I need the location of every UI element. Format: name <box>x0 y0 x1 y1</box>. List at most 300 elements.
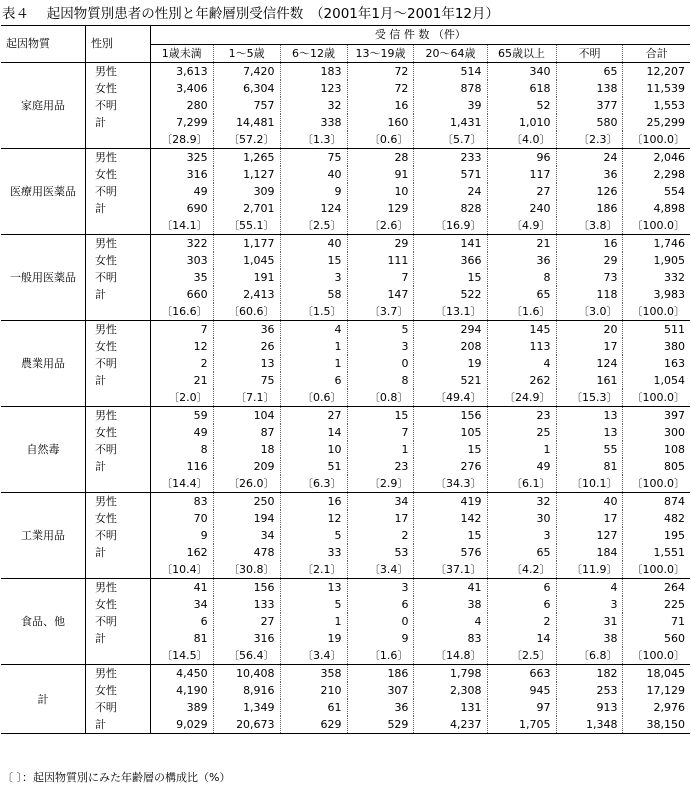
value-cell: 945 <box>487 682 556 699</box>
value-cell: 〔6.3〕 <box>280 475 347 493</box>
sex-label: 男性 <box>85 321 150 339</box>
value-cell: 1,349 <box>213 699 280 716</box>
value-cell: 32 <box>487 493 556 511</box>
value-cell: 9 <box>347 630 414 647</box>
value-cell: 576 <box>414 544 487 561</box>
value-cell: 40 <box>556 493 623 511</box>
value-cell: 264 <box>623 579 690 597</box>
table-row <box>1 613 690 630</box>
value-cell: 14 <box>280 424 347 441</box>
table-row <box>1 183 690 200</box>
sex-label: 不明 <box>85 441 150 458</box>
value-cell: 49 <box>193 426 208 439</box>
value-cell: 12 <box>280 510 347 527</box>
value-cell: 389 <box>186 701 208 714</box>
sex-label: 男性 <box>85 63 150 81</box>
value-cell: 21 <box>193 374 208 387</box>
value-cell: 1,045 <box>213 252 280 269</box>
value-cell: 113 <box>487 338 556 355</box>
value-cell: 72 <box>347 63 414 81</box>
column-header: 6～12歳 <box>280 45 347 63</box>
value-cell: 104 <box>213 407 280 425</box>
value-cell: 663 <box>487 665 556 683</box>
value-cell: 65 <box>487 544 556 561</box>
value-cell: 380 <box>623 338 690 355</box>
value-cell: 233 <box>414 149 487 167</box>
value-cell: 1,553 <box>623 97 690 114</box>
value-cell: 〔3.8〕 <box>556 217 623 235</box>
value-cell: 183 <box>280 63 347 81</box>
value-cell: 27 <box>280 407 347 425</box>
footnote: 〔 〕：起因物質別にみた年齢層の構成比（%） <box>2 771 231 784</box>
value-cell: 87 <box>213 424 280 441</box>
value-cell: 〔100.0〕 <box>623 647 690 665</box>
column-header: 不明 <box>556 45 623 63</box>
value-cell: 6 <box>347 596 414 613</box>
value-cell: 529 <box>347 716 414 734</box>
value-cell: 5 <box>347 321 414 339</box>
value-cell: 253 <box>556 682 623 699</box>
sex-label: 男性 <box>85 665 150 683</box>
table-row <box>1 355 690 372</box>
value-cell: 51 <box>280 458 347 475</box>
value-cell: 1,010 <box>487 114 556 131</box>
value-cell: 〔0.8〕 <box>347 389 414 407</box>
value-cell: 18,045 <box>623 665 690 683</box>
value-cell: 30 <box>487 510 556 527</box>
value-cell: 〔4.0〕 <box>487 131 556 149</box>
table-row <box>1 303 690 321</box>
value-cell: 358 <box>280 665 347 683</box>
sex-label: 計 <box>85 544 150 561</box>
sex-label: 女性 <box>85 510 150 527</box>
value-cell: 618 <box>487 80 556 97</box>
table-row <box>1 458 690 475</box>
value-cell: 15 <box>414 527 487 544</box>
value-cell: 2,701 <box>213 200 280 217</box>
value-cell: 14 <box>487 630 556 647</box>
table-row <box>1 647 690 665</box>
value-cell: 〔100.0〕 <box>623 561 690 579</box>
value-cell: 〔49.4〕 <box>414 389 487 407</box>
value-cell: 660 <box>186 288 208 301</box>
value-cell: 36 <box>213 321 280 339</box>
sex-label: 計 <box>85 458 150 475</box>
table-body <box>1 63 690 734</box>
value-cell: 8 <box>347 372 414 389</box>
value-cell: 12 <box>193 340 208 353</box>
header-substance: 起因物質 <box>1 26 85 63</box>
value-cell: 〔2.9〕 <box>347 475 414 493</box>
sex-label: 女性 <box>85 252 150 269</box>
value-cell: 14,481 <box>213 114 280 131</box>
table-row <box>1 527 690 544</box>
value-cell: 3 <box>280 269 347 286</box>
value-cell: 161 <box>556 372 623 389</box>
value-cell: 〔0.6〕 <box>347 131 414 149</box>
value-cell: 111 <box>347 252 414 269</box>
value-cell: 6 <box>280 372 347 389</box>
value-cell: 554 <box>623 183 690 200</box>
value-cell: 〔10.1〕 <box>556 475 623 493</box>
table-row <box>1 475 690 493</box>
value-cell: 191 <box>213 269 280 286</box>
substance-name: 一般用医薬品 <box>1 235 85 321</box>
value-cell: 〔5.7〕 <box>414 131 487 149</box>
sex-label: 男性 <box>85 579 150 597</box>
value-cell: 〔28.9〕 <box>161 133 208 146</box>
value-cell: 9,029 <box>150 716 213 734</box>
value-cell: 65 <box>487 286 556 303</box>
sex-label: 女性 <box>85 166 150 183</box>
table-row <box>1 63 690 81</box>
value-cell: 300 <box>623 424 690 441</box>
value-cell: 〔14.4〕 <box>161 477 208 490</box>
sex-label: 女性 <box>85 596 150 613</box>
table-row <box>1 579 690 597</box>
value-cell: 690 <box>186 202 208 215</box>
value-cell: 560 <box>623 630 690 647</box>
value-cell: 49 <box>193 185 208 198</box>
value-cell: 13 <box>280 579 347 597</box>
value-cell: 8,916 <box>213 682 280 699</box>
value-cell: 23 <box>487 407 556 425</box>
value-cell: 194 <box>213 510 280 527</box>
substance-name: 医療用医薬品 <box>1 149 85 235</box>
value-cell: 7 <box>347 269 414 286</box>
value-cell: 〔14.5〕 <box>161 649 208 662</box>
value-cell: 276 <box>414 458 487 475</box>
value-cell: 75 <box>213 372 280 389</box>
value-cell: 〔3.4〕 <box>347 561 414 579</box>
table-row <box>1 97 690 114</box>
table-row <box>1 235 690 253</box>
table-row <box>1 510 690 527</box>
value-cell: 419 <box>414 493 487 511</box>
value-cell: 〔1.6〕 <box>487 303 556 321</box>
column-header: 13～19歳 <box>347 45 414 63</box>
value-cell: 138 <box>556 80 623 97</box>
value-cell: 〔14.8〕 <box>414 647 487 665</box>
sex-label <box>85 647 150 665</box>
sex-label <box>85 389 150 407</box>
value-cell: 209 <box>213 458 280 475</box>
value-cell: 3,613 <box>176 65 208 78</box>
table-row <box>1 716 690 734</box>
sex-label: 不明 <box>85 527 150 544</box>
value-cell: 874 <box>623 493 690 511</box>
value-cell: 6 <box>487 596 556 613</box>
value-cell: 9 <box>280 183 347 200</box>
value-cell: 17 <box>347 510 414 527</box>
value-cell: 25 <box>487 424 556 441</box>
value-cell: 16 <box>280 493 347 511</box>
value-cell: 〔15.3〕 <box>556 389 623 407</box>
value-cell: 1,177 <box>213 235 280 253</box>
value-cell: 13 <box>213 355 280 372</box>
value-cell: 〔2.6〕 <box>347 217 414 235</box>
value-cell: 〔1.3〕 <box>280 131 347 149</box>
value-cell: 26 <box>213 338 280 355</box>
value-cell: 15 <box>414 441 487 458</box>
value-cell: 2,046 <box>623 149 690 167</box>
value-cell: 49 <box>487 458 556 475</box>
value-cell: 145 <box>487 321 556 339</box>
value-cell: 11,539 <box>623 80 690 97</box>
value-cell: 36 <box>487 252 556 269</box>
sex-label: 男性 <box>85 407 150 425</box>
value-cell: 18 <box>213 441 280 458</box>
substance-name: 食品、他 <box>1 579 85 665</box>
data-table <box>1 25 690 734</box>
value-cell: 20 <box>556 321 623 339</box>
column-header: 1歳未満 <box>150 45 213 63</box>
value-cell: 〔6.8〕 <box>556 647 623 665</box>
value-cell: 31 <box>556 613 623 630</box>
value-cell: 1,905 <box>623 252 690 269</box>
value-cell: 〔24.9〕 <box>487 389 556 407</box>
table-row <box>1 372 690 389</box>
table-row <box>1 114 690 131</box>
value-cell: 27 <box>213 613 280 630</box>
value-cell: 1,705 <box>487 716 556 734</box>
value-cell: 4,898 <box>623 200 690 217</box>
value-cell: 〔100.0〕 <box>623 217 690 235</box>
value-cell: 6 <box>487 579 556 597</box>
table-row <box>1 493 690 511</box>
sex-label: 女性 <box>85 424 150 441</box>
sex-label: 男性 <box>85 235 150 253</box>
value-cell: 338 <box>280 114 347 131</box>
value-cell: 2 <box>487 613 556 630</box>
value-cell: 13 <box>556 407 623 425</box>
value-cell: 1 <box>347 441 414 458</box>
value-cell: 0 <box>347 613 414 630</box>
value-cell: 17 <box>556 510 623 527</box>
value-cell: 〔2.1〕 <box>280 561 347 579</box>
value-cell: 1 <box>487 441 556 458</box>
value-cell: 〔3.4〕 <box>280 647 347 665</box>
value-cell: 163 <box>623 355 690 372</box>
value-cell: 12,207 <box>623 63 690 81</box>
value-cell: 36 <box>347 699 414 716</box>
value-cell: 8 <box>487 269 556 286</box>
value-cell: 16 <box>347 97 414 114</box>
sex-label: 計 <box>85 286 150 303</box>
value-cell: 15 <box>280 252 347 269</box>
sex-label <box>85 303 150 321</box>
value-cell: 1,551 <box>623 544 690 561</box>
header-sex: 性別 <box>85 26 150 63</box>
value-cell: 116 <box>186 460 208 473</box>
sex-label <box>85 561 150 579</box>
value-cell: 〔1.6〕 <box>347 647 414 665</box>
value-cell: 195 <box>623 527 690 544</box>
value-cell: 24 <box>556 149 623 167</box>
sex-label: 不明 <box>85 183 150 200</box>
table-row <box>1 407 690 425</box>
value-cell: 58 <box>280 286 347 303</box>
value-cell: 72 <box>347 80 414 97</box>
table-row <box>1 338 690 355</box>
value-cell: 6 <box>200 615 208 628</box>
table-row <box>1 131 690 149</box>
value-cell: 〔57.2〕 <box>213 131 280 149</box>
value-cell: 129 <box>347 200 414 217</box>
value-cell: 580 <box>556 114 623 131</box>
value-cell: 2,413 <box>213 286 280 303</box>
table-row <box>1 665 690 683</box>
value-cell: 16 <box>556 235 623 253</box>
value-cell: 7 <box>150 321 213 339</box>
sex-label <box>85 217 150 235</box>
value-cell: 91 <box>347 166 414 183</box>
value-cell: 36 <box>556 166 623 183</box>
value-cell: 21 <box>487 235 556 253</box>
value-cell: 322 <box>150 235 213 253</box>
value-cell: 32 <box>280 97 347 114</box>
value-cell: 1 <box>280 613 347 630</box>
value-cell: 19 <box>414 355 487 372</box>
sex-label: 女性 <box>85 80 150 97</box>
value-cell: 〔3.0〕 <box>556 303 623 321</box>
value-cell: 4 <box>556 579 623 597</box>
value-cell: 38,150 <box>623 716 690 734</box>
value-cell: 332 <box>623 269 690 286</box>
value-cell: 1,746 <box>623 235 690 253</box>
value-cell: 53 <box>347 544 414 561</box>
value-cell: 7 <box>347 424 414 441</box>
value-cell: 〔3.7〕 <box>347 303 414 321</box>
value-cell: 757 <box>213 97 280 114</box>
table-row <box>1 389 690 407</box>
value-cell: 〔34.3〕 <box>414 475 487 493</box>
table-row <box>1 80 690 97</box>
value-cell: 10,408 <box>213 665 280 683</box>
value-cell: 34 <box>347 493 414 511</box>
value-cell: 316 <box>213 630 280 647</box>
value-cell: 17,129 <box>623 682 690 699</box>
value-cell: 〔16.9〕 <box>414 217 487 235</box>
value-cell: 〔4.9〕 <box>487 217 556 235</box>
value-cell: 9 <box>200 529 208 542</box>
value-cell: 262 <box>487 372 556 389</box>
value-cell: 478 <box>213 544 280 561</box>
value-cell: 23 <box>347 458 414 475</box>
column-header: 65歳以上 <box>487 45 556 63</box>
value-cell: 71 <box>623 613 690 630</box>
value-cell: 35 <box>193 271 208 284</box>
header-received-count: 受 信 件 数 （件） <box>150 26 690 45</box>
substance-name: 計 <box>1 665 85 734</box>
table-row <box>1 321 690 339</box>
value-cell: 571 <box>414 166 487 183</box>
value-cell: 124 <box>280 200 347 217</box>
value-cell: 〔10.4〕 <box>161 563 208 576</box>
value-cell: 〔60.6〕 <box>213 303 280 321</box>
value-cell: 186 <box>347 665 414 683</box>
value-cell: 〔11.9〕 <box>556 561 623 579</box>
table-row <box>1 149 690 167</box>
sex-label: 男性 <box>85 493 150 511</box>
value-cell: 59 <box>150 407 213 425</box>
value-cell: 27 <box>487 183 556 200</box>
value-cell: 4,190 <box>176 684 208 697</box>
value-cell: 160 <box>347 114 414 131</box>
sex-label: 不明 <box>85 699 150 716</box>
value-cell: 73 <box>556 269 623 286</box>
value-cell: 13 <box>556 424 623 441</box>
value-cell: 4 <box>414 613 487 630</box>
substance-name: 農業用品 <box>1 321 85 407</box>
value-cell: 28 <box>347 149 414 167</box>
value-cell: 3 <box>347 579 414 597</box>
table-row <box>1 544 690 561</box>
value-cell: 4,450 <box>150 665 213 683</box>
value-cell: 〔37.1〕 <box>414 561 487 579</box>
value-cell: 29 <box>556 252 623 269</box>
table-row <box>1 424 690 441</box>
column-header: 1～5歳 <box>213 45 280 63</box>
value-cell: 1,431 <box>414 114 487 131</box>
value-cell: 6,304 <box>213 80 280 97</box>
sex-label: 計 <box>85 114 150 131</box>
table-row <box>1 682 690 699</box>
table-row <box>1 166 690 183</box>
value-cell: 294 <box>414 321 487 339</box>
value-cell: 41 <box>414 579 487 597</box>
value-cell: 1,127 <box>213 166 280 183</box>
value-cell: 83 <box>414 630 487 647</box>
value-cell: 1 <box>280 338 347 355</box>
sex-label: 不明 <box>85 269 150 286</box>
value-cell: 3 <box>487 527 556 544</box>
value-cell: 61 <box>280 699 347 716</box>
value-cell: 156 <box>213 579 280 597</box>
value-cell: 〔14.1〕 <box>161 219 208 232</box>
value-cell: 〔100.0〕 <box>623 389 690 407</box>
value-cell: 81 <box>193 632 208 645</box>
value-cell: 123 <box>280 80 347 97</box>
table-row <box>1 561 690 579</box>
value-cell: 34 <box>213 527 280 544</box>
value-cell: 52 <box>487 97 556 114</box>
table-row <box>1 596 690 613</box>
value-cell: 210 <box>280 682 347 699</box>
value-cell: 〔13.1〕 <box>414 303 487 321</box>
value-cell: 0 <box>347 355 414 372</box>
value-cell: 142 <box>414 510 487 527</box>
column-header: 合計 <box>623 45 690 63</box>
table-row <box>1 200 690 217</box>
value-cell: 629 <box>280 716 347 734</box>
value-cell: 2,976 <box>623 699 690 716</box>
value-cell: 4,237 <box>414 716 487 734</box>
value-cell: 10 <box>280 441 347 458</box>
value-cell: 〔100.0〕 <box>623 303 690 321</box>
value-cell: 133 <box>213 596 280 613</box>
value-cell: 182 <box>556 665 623 683</box>
value-cell: 〔1.5〕 <box>280 303 347 321</box>
value-cell: 131 <box>414 699 487 716</box>
value-cell: 186 <box>556 200 623 217</box>
value-cell: 40 <box>280 166 347 183</box>
value-cell: 70 <box>193 512 208 525</box>
value-cell: 127 <box>556 527 623 544</box>
value-cell: 156 <box>414 407 487 425</box>
substance-name: 家庭用品 <box>1 63 85 149</box>
sex-label: 不明 <box>85 355 150 372</box>
